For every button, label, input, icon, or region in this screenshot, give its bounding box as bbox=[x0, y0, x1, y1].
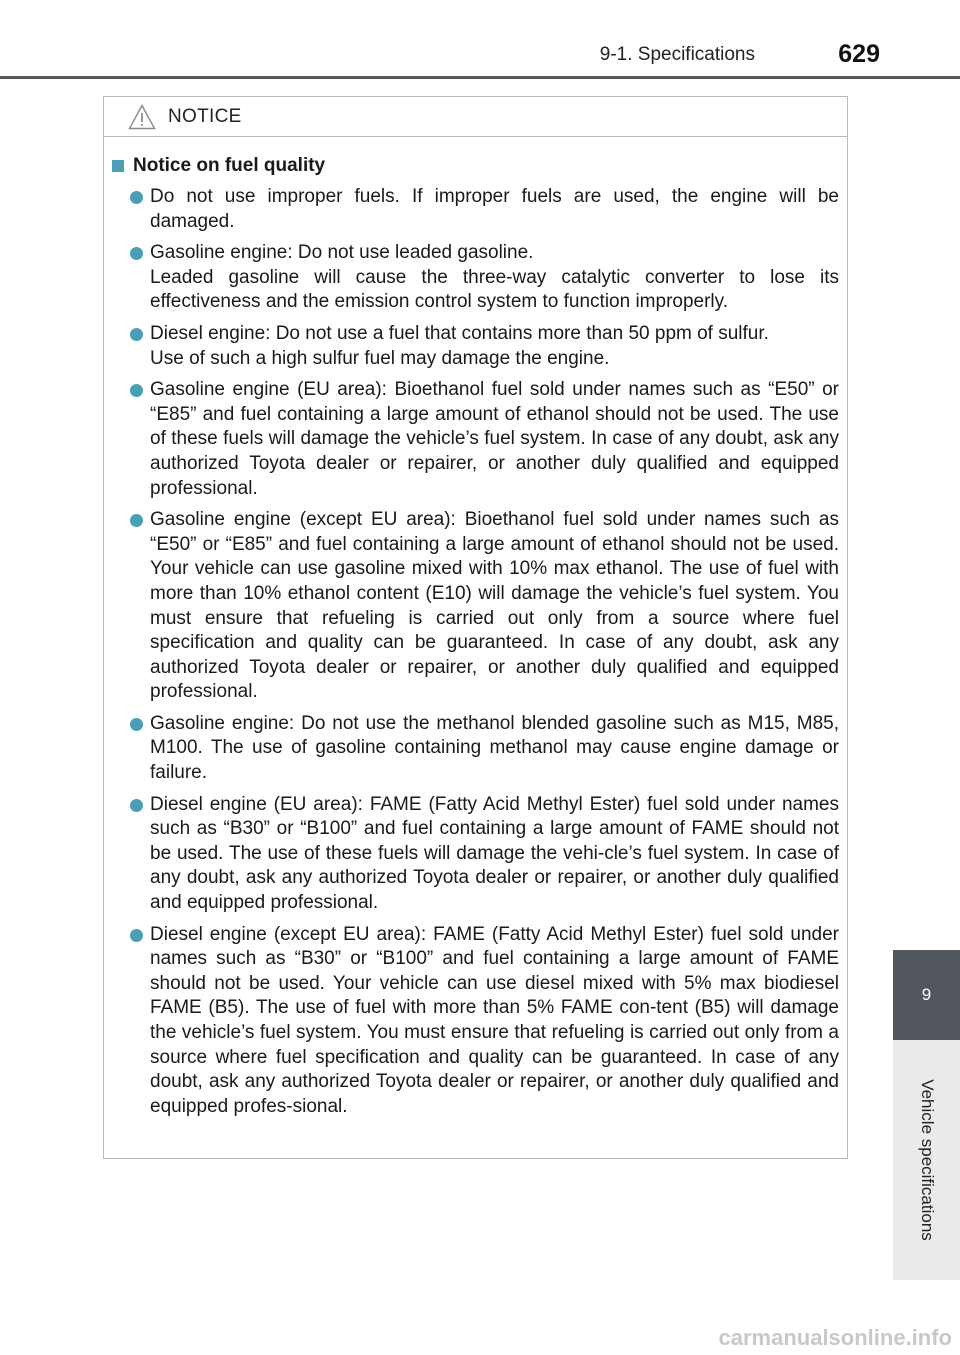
list-item bbox=[112, 185, 839, 234]
item-text: Diesel engine (EU area): FAME (Fatty Acid Methyl Ester) fuel sold under names such as “B30” or “B100” and fuel containing a large amount of FAME should not be used. The use of these fuels will damage the vehi-cle’s fuel system. In case of any doubt, ask any authorized Toyota dealer or repairer, or another duly qualified and equipped professional. bbox=[150, 793, 839, 914]
item-text: Use of such a high sulfur fuel may damage the engine. bbox=[150, 347, 610, 369]
list-item bbox=[112, 712, 839, 786]
subheading-text: Notice on fuel quality bbox=[133, 155, 326, 176]
bullet-dot-icon bbox=[130, 718, 143, 731]
list-item bbox=[112, 241, 839, 315]
notice-body bbox=[104, 137, 847, 1119]
chapter-label-wrap bbox=[893, 1040, 960, 1280]
page-header bbox=[0, 0, 960, 80]
page-number: 629 bbox=[838, 40, 880, 68]
item-text: Leaded gasoline will cause the three-way catalytic converter to lose its effectiveness and the emission control system to function improperly. bbox=[150, 266, 839, 313]
item-text: Diesel engine (except EU area): FAME (Fatty Acid Methyl Ester) fuel sold under names such as “B30” or “B100” and fuel containing a large amount of FAME should not be used. Your vehicle can use diesel mixed with 5% max biodiesel FAME (B5). The use of fuel with more than 5% FAME con-tent (B5) will damage the vehicle’s fuel system. You must ensure that refueling is carried out only from a source where fuel specification and quality can be guaranteed. In case of any doubt, ask any authorized Toyota dealer or repairer, or another duly qualified and equipped profes-sional. bbox=[150, 923, 839, 1117]
bullet-dot-icon bbox=[130, 384, 143, 397]
item-text: Gasoline engine (except EU area): Bioethanol fuel sold under names such as “E50” or “E85” and fuel containing a large amount of ethanol should not be used. Your vehicle can use gasoline mixed with 10% max ethanol. The use of fuel with more than 10% ethanol content (E10) will damage the vehicle’s fuel system. You must ensure that refueling is carried out only from a source where fuel specification and quality can be guaranteed. In case of any doubt, ask any authorized Toyota dealer or repairer, or another duly qualified and equipped professional. bbox=[150, 509, 839, 703]
list-item bbox=[112, 508, 839, 705]
warning-triangle-icon bbox=[128, 104, 156, 130]
chapter-side-tab[interactable] bbox=[893, 950, 960, 1280]
chapter-number: 9 bbox=[893, 950, 960, 1040]
bullet-dot-icon bbox=[130, 191, 143, 204]
chapter-label: Vehicle specifications bbox=[917, 1079, 937, 1241]
square-bullet-icon bbox=[112, 160, 124, 172]
watermark: carmanualsonline.info bbox=[718, 1325, 952, 1350]
section-title: 9-1. Specifications bbox=[599, 44, 755, 65]
notice-subheading bbox=[112, 155, 839, 177]
bullet-dot-icon bbox=[130, 328, 143, 341]
header-rule bbox=[0, 76, 960, 79]
notice-box bbox=[103, 96, 848, 1159]
bullet-dot-icon bbox=[130, 514, 143, 527]
list-item bbox=[112, 378, 839, 501]
list-item bbox=[112, 923, 839, 1120]
item-text: Gasoline engine: Do not use leaded gasoline. bbox=[150, 242, 534, 264]
notice-title: NOTICE bbox=[168, 105, 242, 127]
notice-header bbox=[104, 97, 847, 137]
item-text: Do not use improper fuels. If improper fuels are used, the engine will be damaged. bbox=[150, 186, 839, 232]
item-text: Gasoline engine (EU area): Bioethanol fuel sold under names such as “E50” or “E85” and fuel containing a large amount of ethanol should not be used. The use of these fuels will damage the vehicle’s fuel system. In case of any doubt, ask any authorized Toyota dealer or repairer, or another duly qualified and equipped professional. bbox=[150, 379, 839, 499]
bullet-dot-icon bbox=[130, 929, 143, 942]
item-text: Gasoline engine: Do not use the methanol blended gasoline such as M15, M85, M100. The use of gasoline containing methanol may cause engine damage or failure. bbox=[150, 712, 839, 784]
bullet-dot-icon bbox=[130, 799, 143, 812]
list-item bbox=[112, 322, 839, 371]
item-text: Diesel engine: Do not use a fuel that contains more than 50 ppm of sulfur. bbox=[150, 322, 769, 344]
list-item bbox=[112, 793, 839, 916]
bullet-dot-icon bbox=[130, 247, 143, 260]
